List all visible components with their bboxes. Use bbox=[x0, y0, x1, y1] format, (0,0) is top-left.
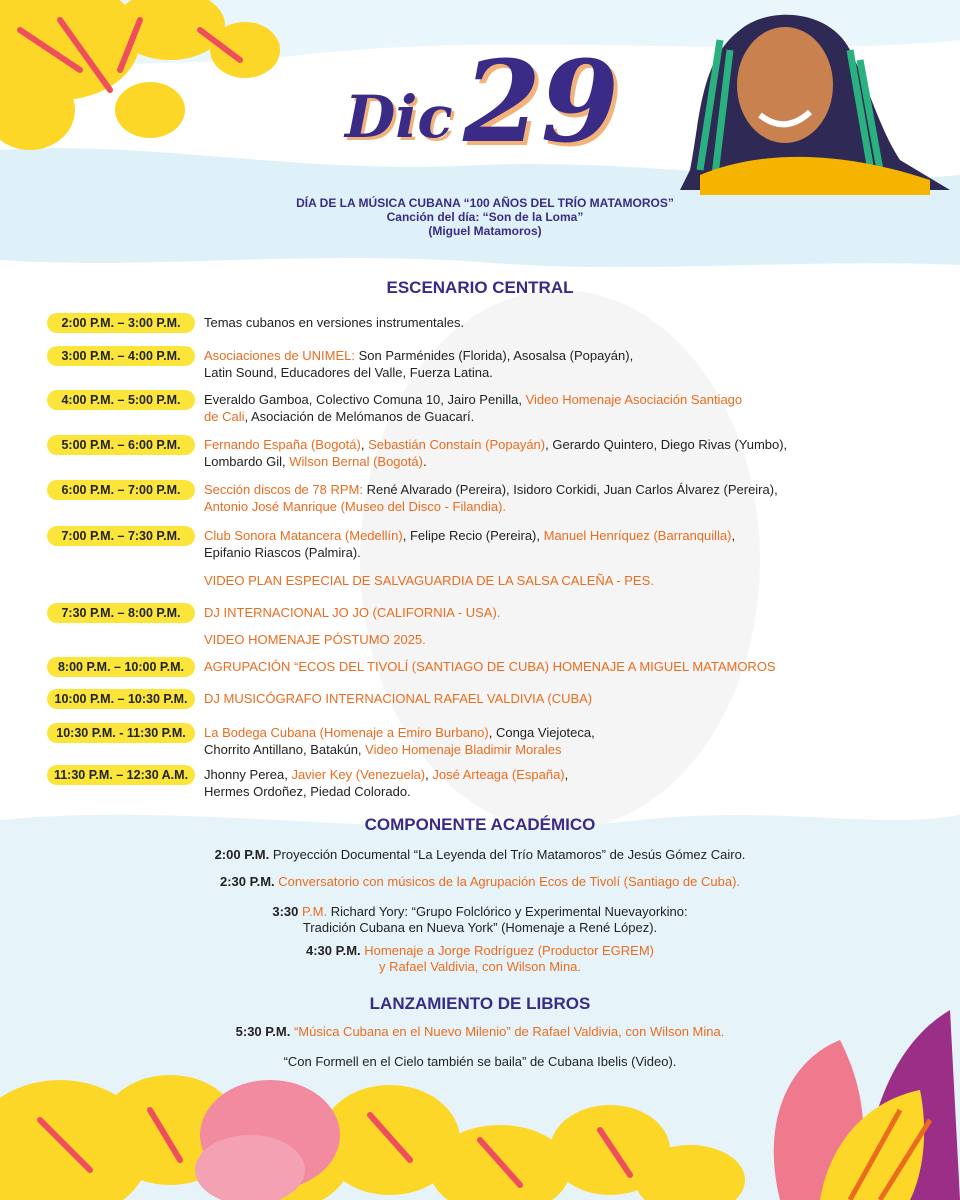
time-badge: 7:00 P.M. – 7:30 P.M. bbox=[47, 526, 195, 546]
description-text: , bbox=[360, 437, 369, 452]
section-title-libros: LANZAMIENTO DE LIBROS bbox=[369, 994, 591, 1013]
slot-description bbox=[204, 658, 864, 675]
highlight-text: Video Homenaje Bladimir Morales bbox=[365, 742, 562, 757]
highlight-text: Manuel Henríquez (Barranquilla) bbox=[543, 528, 732, 543]
description-text: Epifanio Riascos (Palmira). bbox=[204, 545, 361, 560]
slot-description bbox=[204, 604, 864, 621]
description-text: Chorrito Antillano, Batakún, bbox=[204, 742, 366, 757]
highlight-text: DJ INTERNACIONAL JO JO (CALIFORNIA - USA). bbox=[204, 605, 501, 620]
program-line bbox=[100, 847, 860, 863]
time-badge: 4:00 P.M. – 5:00 P.M. bbox=[47, 390, 195, 410]
time-badge: 3:00 P.M. – 4:00 P.M. bbox=[47, 346, 195, 366]
highlight-text: La Bodega Cubana (Homenaje a Emiro Burbano) bbox=[204, 725, 489, 740]
program-line bbox=[100, 959, 860, 975]
program-item bbox=[100, 1024, 860, 1040]
slot-description bbox=[204, 724, 864, 758]
description-text: , Conga Viejoteca, bbox=[488, 725, 595, 740]
program-item bbox=[100, 904, 860, 936]
time-badge: 5:00 P.M. – 6:00 P.M. bbox=[47, 435, 195, 455]
program-text: y Rafael Valdivia, con Wilson Mina. bbox=[378, 959, 582, 974]
program-line bbox=[100, 904, 860, 920]
slot-description bbox=[204, 314, 864, 331]
program-time-suffix: P.M. bbox=[302, 904, 331, 919]
program-time: 2:00 P.M. bbox=[214, 847, 273, 862]
description-text: René Alvarado (Pereira), Isidoro Corkidi, Juan Carlos Álvarez (Pereira), bbox=[362, 482, 778, 497]
slot-description bbox=[204, 481, 864, 515]
highlight-text: DJ MUSICÓGRAFO INTERNACIONAL RAFAEL VALDIVIA (CUBA) bbox=[204, 691, 593, 706]
time-badge: 11:30 P.M. – 12:30 A.M. bbox=[47, 765, 195, 785]
description-text: , bbox=[564, 767, 569, 782]
program-text: Tradición Cubana en Nueva York” (Homenaje a René López). bbox=[302, 920, 658, 935]
event-subtitle bbox=[230, 196, 740, 238]
program-time: 4:30 P.M. bbox=[305, 943, 365, 958]
time-badge: 8:00 P.M. – 10:00 P.M. bbox=[47, 657, 195, 677]
highlight-text: Club Sonora Matancera (Medellín) bbox=[204, 528, 403, 543]
program-item bbox=[100, 847, 860, 863]
program-text: Conversatorio con músicos de la Agrupación Ecos de Tivolí (Santiago de Cuba). bbox=[278, 874, 741, 889]
slot-description bbox=[204, 391, 864, 425]
time-badge: 7:30 P.M. – 8:00 P.M. bbox=[47, 603, 195, 623]
section-title-academico: COMPONENTE ACADÉMICO bbox=[364, 815, 596, 834]
description-text: Son Parménides (Florida), Asosalsa (Popayán), bbox=[355, 348, 634, 363]
program-text: Proyección Documental “La Leyenda del Trío Matamoros” de Jesús Gómez Cairo. bbox=[272, 847, 746, 862]
program-text: “Con Formell en el Cielo también se baila” de Cubana Ibelis (Video). bbox=[283, 1054, 677, 1069]
highlight-text: de Cali bbox=[204, 409, 245, 424]
description-text: Hermes Ordoñez, Piedad Colorado. bbox=[204, 784, 411, 799]
slot-description bbox=[204, 766, 864, 800]
program-line bbox=[100, 1054, 860, 1070]
description-text: . bbox=[422, 454, 427, 469]
program-item bbox=[100, 943, 860, 975]
highlight-text: Javier Key (Venezuela) bbox=[291, 767, 426, 782]
highlight-text: Wilson Bernal (Bogotá) bbox=[289, 454, 423, 469]
slot-description bbox=[204, 436, 864, 470]
highlight-text: Fernando España (Bogotá) bbox=[204, 437, 361, 452]
highlight-text: Sección discos de 78 RPM: bbox=[204, 482, 363, 497]
program-line bbox=[100, 943, 860, 959]
subtitle-line-3: (Miguel Matamoros) bbox=[428, 224, 542, 238]
subtitle-line-1: DÍA DE LA MÚSICA CUBANA “100 AÑOS DEL TRÍO MATAMOROS” bbox=[296, 196, 674, 210]
program-item bbox=[100, 874, 860, 890]
program-time: 3:30 bbox=[272, 904, 303, 919]
slot-description bbox=[204, 347, 864, 381]
highlight-text: AGRUPACIÓN “ECOS DEL TIVOLÍ (SANTIAGO DE CUBA) HOMENAJE A MIGUEL MATAMOROS bbox=[204, 659, 776, 674]
subtitle-line-2: Canción del día: “Son de la Loma” bbox=[386, 210, 584, 224]
description-text: Lombardo Gil, bbox=[204, 454, 290, 469]
program-time: 5:30 P.M. bbox=[235, 1024, 294, 1039]
program-line bbox=[100, 1024, 860, 1040]
description-text: Everaldo Gamboa, Colectivo Comuna 10, Jairo Penilla, bbox=[204, 392, 526, 407]
time-badge: 6:00 P.M. – 7:00 P.M. bbox=[47, 480, 195, 500]
month-label: Dic bbox=[345, 83, 453, 151]
description-text: , Gerardo Quintero, Diego Rivas (Yumbo), bbox=[545, 437, 788, 452]
program-time: 2:30 P.M. bbox=[219, 874, 279, 889]
description-text: , Asociación de Melómanos de Guacarí. bbox=[244, 409, 475, 424]
program-line bbox=[100, 874, 860, 890]
description-text: Latin Sound, Educadores del Valle, Fuerza Latina. bbox=[204, 365, 493, 380]
time-badge: 10:00 P.M. – 10:30 P.M. bbox=[47, 689, 195, 709]
highlight-text: Antonio José Manrique (Museo del Disco - Filandia). bbox=[204, 499, 507, 514]
day-number: 29 bbox=[463, 37, 619, 168]
program-text: “Música Cubana en el Nuevo Milenio” de Rafael Valdivia, con Wilson Mina. bbox=[293, 1024, 725, 1039]
time-badge: 10:30 P.M. - 11:30 P.M. bbox=[47, 723, 195, 743]
description-text: Temas cubanos en versiones instrumentales. bbox=[204, 315, 465, 330]
highlight-text: José Arteaga (España) bbox=[432, 767, 565, 782]
highlight-text: Asociaciones de UNIMEL: bbox=[204, 348, 356, 363]
program-text: Richard Yory: “Grupo Folclórico y Experimental Nuevayorkino: bbox=[330, 904, 688, 919]
highlight-text: Sebastián Constaín (Popayán) bbox=[368, 437, 546, 452]
description-text: , Felipe Recio (Pereira), bbox=[402, 528, 544, 543]
section-title-escenario: ESCENARIO CENTRAL bbox=[386, 278, 574, 297]
description-text: , bbox=[731, 528, 736, 543]
description-text: Jhonny Perea, bbox=[204, 767, 292, 782]
date-heading bbox=[345, 37, 619, 170]
time-badge: 2:00 P.M. – 3:00 P.M. bbox=[47, 313, 195, 333]
program-item bbox=[100, 1054, 860, 1070]
video-postumo-line: VIDEO HOMENAJE PÓSTUMO 2025. bbox=[204, 632, 426, 647]
highlight-text: Video Homenaje Asociación Santiago bbox=[525, 392, 743, 407]
slot-description bbox=[204, 690, 864, 707]
video-pes-line: VIDEO PLAN ESPECIAL DE SALVAGUARDIA DE LA SALSA CALEÑA - PES. bbox=[204, 573, 654, 588]
slot-description bbox=[204, 527, 864, 561]
program-text: Homenaje a Jorge Rodríguez (Productor EGREM) bbox=[364, 943, 655, 958]
description-text: , bbox=[425, 767, 433, 782]
program-line bbox=[100, 920, 860, 936]
